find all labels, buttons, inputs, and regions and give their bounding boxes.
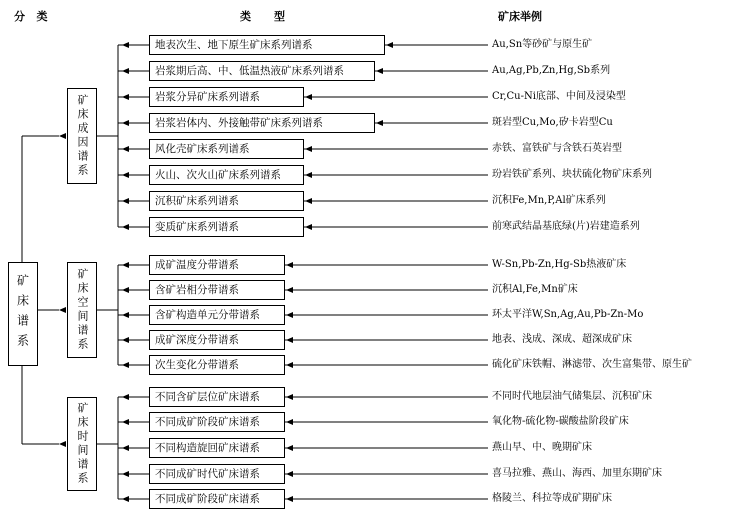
example-text: Cr,Cu-Ni底部、中间及浸染型 (492, 91, 626, 102)
example-arrow (305, 146, 312, 152)
type-box: 地表次生、地下原生矿床系列谱系 (149, 35, 385, 55)
header-examples: 矿床举例 (498, 10, 542, 23)
example-text: W-Sn,Pb-Zn,Hg-Sb热液矿床 (492, 259, 627, 270)
type-box: 变质矿床系列谱系 (149, 217, 304, 237)
group-node: 矿床空间谱系 (67, 262, 97, 358)
example-text: 斑岩型Cu,Mo,矽卡岩型Cu (492, 117, 613, 128)
header-category: 分 类 (14, 10, 48, 23)
example-arrow (305, 224, 312, 230)
example-arrow (286, 362, 293, 368)
group-node: 矿床时间谱系 (67, 397, 97, 491)
type-box: 成矿深度分带谱系 (149, 330, 285, 350)
type-box: 不同成矿阶段矿床谱系 (149, 489, 285, 509)
example-text: 环太平洋W,Sn,Ag,Au,Pb-Zn-Mo (492, 309, 644, 320)
example-arrow (305, 94, 312, 100)
type-box: 不同构造旋回矿床谱系 (149, 438, 285, 458)
example-arrow (305, 198, 312, 204)
example-text: 沉积Fe,Mn,P,Al矿床系列 (492, 195, 606, 206)
example-text: 玢岩铁矿系列、块状硫化物矿床系列 (492, 169, 652, 180)
example-text: 喜马拉雅、燕山、海西、加里东期矿床 (492, 468, 662, 479)
example-arrow (286, 312, 293, 318)
root-node: 矿床谱系 (8, 262, 38, 366)
type-box: 成矿温度分带谱系 (149, 255, 285, 275)
type-box: 沉积矿床系列谱系 (149, 191, 304, 211)
example-arrow (286, 394, 293, 400)
type-box: 火山、次火山矿床系列谱系 (149, 165, 304, 185)
example-arrow (286, 419, 293, 425)
type-box: 风化壳矿床系列谱系 (149, 139, 304, 159)
type-box: 含矿构造单元分带谱系 (149, 305, 285, 325)
example-text: 燕山早、中、晚期矿床 (492, 442, 592, 453)
example-arrow (286, 287, 293, 293)
example-arrow (286, 496, 293, 502)
example-text: 赤铁、富铁矿与含铁石英岩型 (492, 143, 622, 154)
example-text: 氧化物-硫化物-碳酸盐阶段矿床 (492, 416, 629, 427)
group-node: 矿床成因谱系 (67, 88, 97, 184)
root-arrow (59, 133, 66, 139)
type-box: 次生变化分带谱系 (149, 355, 285, 375)
type-box: 不同含矿层位矿床谱系 (149, 387, 285, 407)
root-arrow (59, 441, 66, 447)
example-arrow (286, 471, 293, 477)
type-box: 含矿岩相分带谱系 (149, 280, 285, 300)
example-text: 不同时代地层油气储集层、沉积矿床 (492, 391, 652, 402)
example-arrow (386, 42, 393, 48)
example-text: 前寒武结晶基底绿(片)岩建造系列 (492, 221, 640, 232)
type-box: 岩浆期后高、中、低温热液矿床系列谱系 (149, 61, 375, 81)
example-text: 沉积Al,Fe,Mn矿床 (492, 284, 578, 295)
example-text: Au,Ag,Pb,Zn,Hg,Sb系列 (492, 65, 611, 76)
header-type: 类 型 (240, 10, 285, 23)
type-box: 岩浆岩体内、外接触带矿床系列谱系 (149, 113, 375, 133)
example-text: 地表、浅成、深成、超深成矿床 (492, 334, 632, 345)
example-arrow (376, 68, 383, 74)
example-text: 硫化矿床铁帽、淋滤带、次生富集带、原生矿 (492, 359, 692, 370)
type-box: 不同成矿时代矿床谱系 (149, 464, 285, 484)
example-arrow (286, 445, 293, 451)
type-box: 岩浆分异矿床系列谱系 (149, 87, 304, 107)
example-text: Au,Sn等砂矿与原生矿 (492, 39, 593, 50)
type-box: 不同成矿阶段矿床谱系 (149, 412, 285, 432)
example-arrow (286, 337, 293, 343)
root-arrow (59, 307, 66, 313)
example-text: 格陵兰、科拉等成矿期矿床 (492, 493, 612, 504)
example-arrow (286, 262, 293, 268)
example-arrow (376, 120, 383, 126)
example-arrow (305, 172, 312, 178)
